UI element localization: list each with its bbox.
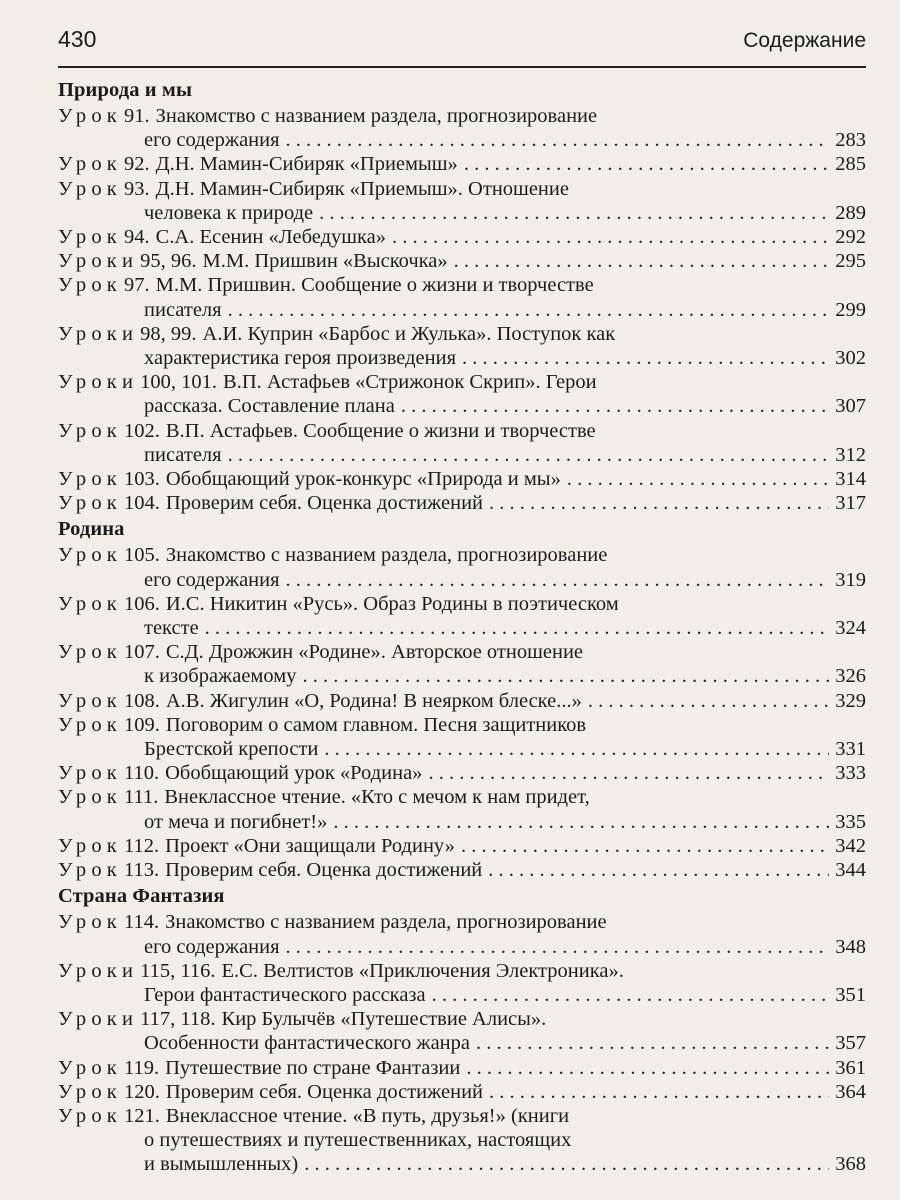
dot-leader <box>304 1152 829 1176</box>
dot-leader <box>286 568 830 592</box>
toc-entry <box>58 959 866 1007</box>
dot-leader <box>319 201 829 225</box>
lesson-title-text: Знакомство с названием раздела, прогнозирование <box>165 544 608 567</box>
lesson-kind: Урок <box>58 177 122 200</box>
lesson-title-text: М.М. Пришвин. Сообщение о жизни и творчестве <box>155 274 594 297</box>
toc-entry-line <box>58 713 866 737</box>
toc-entry-line <box>58 201 866 225</box>
lesson-title-text: Проверим себя. Оценка достижений <box>165 1080 484 1103</box>
lesson-kind: Урок <box>58 859 122 882</box>
toc-entry-line <box>58 273 866 297</box>
toc-entry-line <box>58 1152 866 1176</box>
lesson-number: 103. <box>123 468 160 491</box>
dot-leader <box>462 346 829 370</box>
toc-entry-line <box>58 1128 866 1152</box>
lesson-title-text: Особенности фантастического жанра <box>144 1032 470 1055</box>
lesson-number: 120. <box>123 1080 160 1103</box>
toc-entry <box>58 592 866 640</box>
lesson-kind: Урок <box>58 1104 122 1127</box>
toc-entry-line <box>58 689 866 713</box>
dot-leader <box>392 225 829 249</box>
lesson-title-text: его содержания <box>144 935 280 958</box>
lesson-kind: Уроки <box>58 1008 139 1031</box>
lesson-title-text: В.П. Астафьев. Сообщение о жизни и творчестве <box>165 419 596 442</box>
page-ref: 361 <box>835 1056 866 1079</box>
lesson-title-text: Кир Булычёв «Путешествие Алисы». <box>221 1008 547 1031</box>
toc-entry <box>58 467 866 491</box>
dot-leader <box>466 1056 829 1080</box>
lesson-title-text: от меча и погибнет!» <box>144 810 328 833</box>
dot-leader <box>205 616 830 640</box>
toc-entry-line <box>58 959 866 983</box>
toc-entry <box>58 273 866 321</box>
lesson-number: 98, 99. <box>140 322 197 345</box>
lesson-number: 110. <box>123 762 160 785</box>
toc-entry-line <box>58 1031 866 1055</box>
section-title: Природа и мы <box>58 79 193 101</box>
lesson-title-text: тексте <box>144 617 199 640</box>
lesson-number: 100, 101. <box>140 371 218 394</box>
toc-entry-line <box>58 935 866 959</box>
page-ref: 283 <box>835 129 866 152</box>
dot-leader <box>333 810 829 834</box>
dot-leader <box>488 858 829 882</box>
toc-entry-line <box>58 737 866 761</box>
lesson-number: 94. <box>123 226 150 249</box>
lesson-number: 105. <box>123 544 160 567</box>
lesson-kind: Урок <box>58 226 122 249</box>
dot-leader <box>324 737 829 761</box>
toc-entry-line <box>58 177 866 201</box>
lesson-kind: Уроки <box>58 322 139 345</box>
page-ref: 333 <box>835 762 866 785</box>
running-title: Содержание <box>743 29 866 52</box>
lesson-kind: Урок <box>58 911 122 934</box>
toc-entry <box>58 177 866 225</box>
page-ref: 307 <box>835 395 866 418</box>
lesson-number: 119. <box>123 1056 160 1079</box>
toc-entry <box>58 713 866 761</box>
toc-entry-line <box>58 983 866 1007</box>
lesson-title-text: С.А. Есенин «Лебедушка» <box>155 226 387 249</box>
page-ref: 331 <box>835 738 866 761</box>
page-ref: 317 <box>835 492 866 515</box>
lesson-title-text: Обобщающий урок «Родина» <box>165 762 423 785</box>
lesson-title-text: к изображаемому <box>144 665 297 688</box>
dot-leader <box>432 983 830 1007</box>
lesson-title-text: С.Д. Дрожжин «Родине». Авторское отношение <box>165 641 584 664</box>
lesson-title-text: А.И. Куприн «Барбос и Жулька». Поступок как <box>202 322 616 345</box>
dot-leader <box>461 834 829 858</box>
toc-entry <box>58 225 866 249</box>
lesson-kind: Урок <box>58 834 122 857</box>
toc-entry-line <box>58 225 866 249</box>
lesson-title-text: Обобщающий урок-конкурс «Природа и мы» <box>165 468 561 491</box>
lesson-kind: Урок <box>58 592 122 615</box>
lesson-kind: Урок <box>58 762 122 785</box>
toc-entry-line <box>58 128 866 152</box>
toc-entry <box>58 1080 866 1104</box>
lesson-title-text: рассказа. Составление плана <box>144 395 395 418</box>
lesson-title-text: Е.С. Велтистов «Приключения Электроника». <box>221 959 624 982</box>
lesson-title-text: Герои фантастического рассказа <box>144 983 426 1006</box>
lesson-title-text: его содержания <box>144 568 280 591</box>
lesson-number: 112. <box>123 834 160 857</box>
toc-entry-line <box>58 394 866 418</box>
page-ref: 351 <box>835 983 866 1006</box>
toc-entry-line <box>58 910 866 934</box>
lesson-kind: Урок <box>58 274 122 297</box>
lesson-title-text: Проверим себя. Оценка достижений <box>165 859 483 882</box>
lesson-title-text: Поговорим о самом главном. Песня защитников <box>165 713 587 736</box>
lesson-number: 113. <box>123 859 160 882</box>
lesson-number: 93. <box>123 177 150 200</box>
toc-entry <box>58 322 866 370</box>
table-of-contents <box>58 78 866 1177</box>
lesson-number: 114. <box>123 911 160 934</box>
lesson-title-text: человека к природе <box>144 201 314 224</box>
lesson-title-text: писателя <box>144 443 222 466</box>
toc-entry-line <box>58 1056 866 1080</box>
dot-leader <box>228 443 830 467</box>
toc-entry-line <box>58 543 866 567</box>
lesson-kind: Урок <box>58 1056 122 1079</box>
lesson-kind: Уроки <box>58 959 139 982</box>
toc-entry-line <box>58 858 866 882</box>
page-ref: 324 <box>835 617 866 640</box>
toc-entry-line <box>58 152 866 176</box>
page-ref: 357 <box>835 1032 866 1055</box>
lesson-kind: Урок <box>58 105 122 127</box>
lesson-number: 117, 118. <box>140 1008 216 1031</box>
lesson-kind: Урок <box>58 544 122 567</box>
dot-leader <box>588 689 829 713</box>
toc-entry <box>58 858 866 882</box>
lesson-number: 108. <box>123 689 160 712</box>
lesson-number: 102. <box>123 419 160 442</box>
toc-entry <box>58 1056 866 1080</box>
toc-entry-line <box>58 592 866 616</box>
page-ref: 364 <box>835 1080 866 1103</box>
page-ref: 312 <box>835 443 866 466</box>
page-ref: 329 <box>835 689 866 712</box>
dot-leader <box>454 249 830 273</box>
toc-entry <box>58 104 866 152</box>
lesson-number: 92. <box>123 153 150 176</box>
lesson-kind: Урок <box>58 153 122 176</box>
toc-entry <box>58 1104 866 1177</box>
lesson-title-text: Проект «Они защищали Родину» <box>165 834 455 857</box>
lesson-title-text: Проверим себя. Оценка достижений <box>165 492 484 515</box>
section-title: Страна Фантазия <box>58 885 225 908</box>
lesson-kind: Урок <box>58 1080 122 1103</box>
lesson-number: 106. <box>123 592 160 615</box>
lesson-title-text: Знакомство с названием раздела, прогнозирование <box>165 911 607 934</box>
lesson-title-text: А.В. Жигулин «О, Родина! В неярком блеске...» <box>165 689 582 712</box>
toc-entry-line <box>58 370 866 394</box>
lesson-number: 107. <box>123 641 160 664</box>
toc-entry <box>58 491 866 515</box>
lesson-kind: Урок <box>58 713 122 736</box>
page-ref: 368 <box>835 1153 866 1176</box>
toc-entry-line <box>58 640 866 664</box>
toc-entry <box>58 761 866 785</box>
lesson-title-text: Д.Н. Мамин-Сибиряк «Приемыш» <box>155 153 458 176</box>
lesson-number: 121. <box>123 1104 160 1127</box>
dot-leader <box>286 128 830 152</box>
lesson-number: 95, 96. <box>140 250 197 273</box>
page-ref: 348 <box>835 935 866 958</box>
page-ref: 289 <box>835 201 866 224</box>
toc-entry <box>58 419 866 467</box>
lesson-title-text: Путешествие по стране Фантазии <box>165 1056 461 1079</box>
lesson-number: 91. <box>123 105 150 127</box>
page-ref: 342 <box>835 834 866 857</box>
toc-entry-line <box>58 249 866 273</box>
toc-entry-line <box>58 419 866 443</box>
lesson-number: 97. <box>123 274 150 297</box>
page-ref: 295 <box>835 250 866 273</box>
lesson-kind: Урок <box>58 468 122 491</box>
lesson-kind: Уроки <box>58 250 139 273</box>
lesson-number: 111. <box>123 786 159 809</box>
lesson-kind: Урок <box>58 689 122 712</box>
toc-entry-line <box>58 491 866 515</box>
dot-leader <box>401 394 829 418</box>
toc-entry-line <box>58 568 866 592</box>
lesson-title-text: Знакомство с названием раздела, прогнозирование <box>155 105 598 127</box>
section-title: Родина <box>58 518 125 541</box>
toc-entry <box>58 543 866 591</box>
page-ref: 319 <box>835 568 866 591</box>
page-ref: 292 <box>835 226 866 249</box>
toc-entry <box>58 640 866 688</box>
page-number: 430 <box>58 26 97 52</box>
toc-entry-line <box>58 298 866 322</box>
toc-entry-line <box>58 467 866 491</box>
page-ref: 335 <box>835 810 866 833</box>
lesson-title-text: В.П. Астафьев «Стрижонок Скрип». Герои <box>223 371 597 394</box>
toc-entry-line <box>58 322 866 346</box>
lesson-kind: Урок <box>58 786 122 809</box>
dot-leader <box>228 298 830 322</box>
toc-entry <box>58 152 866 176</box>
lesson-title-text: писателя <box>144 298 222 321</box>
toc-entry-line <box>58 761 866 785</box>
toc-entry <box>58 834 866 858</box>
lesson-title-text: Д.Н. Мамин-Сибиряк «Приемыш». Отношение <box>155 177 569 200</box>
lesson-title-text: Внеклассное чтение. «В путь, друзья!» (книги <box>165 1104 570 1127</box>
dot-leader <box>464 152 829 176</box>
dot-leader <box>476 1031 829 1055</box>
lesson-kind: Урок <box>58 492 122 515</box>
page-ref: 314 <box>835 468 866 491</box>
toc-entry-line <box>58 346 866 370</box>
page-ref: 302 <box>835 347 866 370</box>
toc-entry-line <box>58 616 866 640</box>
lesson-number: 115, 116. <box>140 959 216 982</box>
running-head <box>58 26 866 68</box>
page-ref: 326 <box>835 665 866 688</box>
lesson-title-text: М.М. Пришвин «Выскочка» <box>202 250 448 273</box>
lesson-title-text: и вымышленных) <box>144 1153 299 1176</box>
lesson-title-text: Брестской крепости <box>144 738 319 761</box>
toc-entry-line <box>58 785 866 809</box>
dot-leader <box>567 467 829 491</box>
toc-entry-line <box>58 1007 866 1031</box>
lesson-number: 104. <box>123 492 160 515</box>
toc-entry-line <box>58 664 866 688</box>
lesson-title-text: Внеклассное чтение. «Кто с мечом к нам придет, <box>164 786 590 809</box>
toc-entry-line <box>58 810 866 834</box>
lesson-title-text: характеристика героя произведения <box>144 347 457 370</box>
toc-entry <box>58 910 866 958</box>
dot-leader <box>489 491 829 515</box>
toc-entry-line <box>58 834 866 858</box>
toc-entry <box>58 370 866 418</box>
lesson-kind: Урок <box>58 641 122 664</box>
toc-entry-line <box>58 1104 866 1128</box>
toc-entry-line <box>58 104 866 128</box>
lesson-title-text: И.С. Никитин «Русь». Образ Родины в поэтическом <box>165 592 619 615</box>
lesson-number: 109. <box>123 713 160 736</box>
lesson-title-text: о путешествиях и путешественниках, настоящих <box>144 1129 572 1152</box>
lesson-kind: Урок <box>58 419 122 442</box>
page-ref: 299 <box>835 298 866 321</box>
toc-entry <box>58 249 866 273</box>
page-ref: 285 <box>835 153 866 176</box>
toc-entry <box>58 1007 866 1055</box>
lesson-title-text: его содержания <box>144 129 280 152</box>
dot-leader <box>489 1080 829 1104</box>
lesson-kind: Уроки <box>58 371 139 394</box>
dot-leader <box>302 664 829 688</box>
page-ref: 344 <box>835 859 866 882</box>
toc-entry-line <box>58 1080 866 1104</box>
toc-entry <box>58 785 866 833</box>
dot-leader <box>428 761 829 785</box>
toc-entry <box>58 689 866 713</box>
dot-leader <box>286 935 830 959</box>
toc-entry-line <box>58 443 866 467</box>
